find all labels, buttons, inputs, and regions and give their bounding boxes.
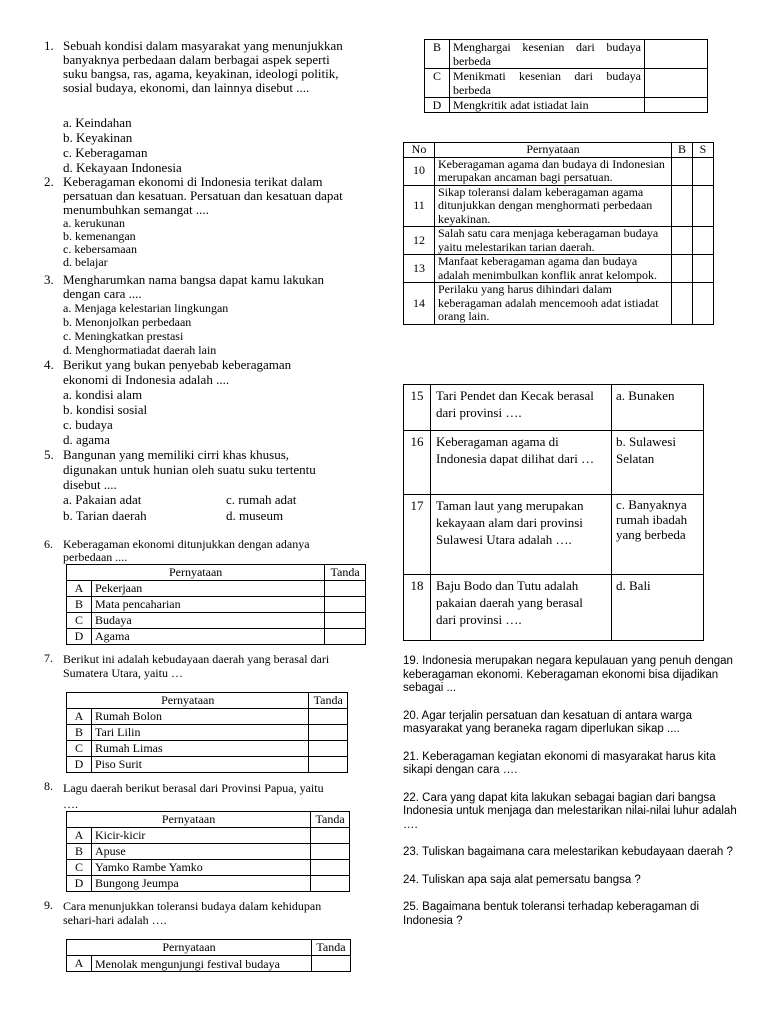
question-number: 3. — [44, 272, 54, 287]
row-text: Keberagaman agama dan budaya di Indonesian merupakan ancaman bagi persatuan. — [435, 157, 672, 185]
row-letter: C — [67, 860, 92, 876]
question-3 — [44, 273, 374, 357]
essay-question-20: 20. Agar terjalin persatuan dan kesatuan di antara warga masyarakat yang beraneka ragam diperlukan sikap .... — [403, 709, 692, 735]
row-letter: B — [67, 597, 92, 613]
table-row — [404, 157, 714, 185]
header-pernyataan: Pernyataan — [435, 143, 672, 158]
table-row — [67, 956, 351, 972]
question-text-line: Sebuah kondisi dalam masyarakat yang menunjukkan — [63, 38, 343, 53]
row-letter: D — [67, 629, 92, 645]
header-tanda: Tanda — [325, 565, 366, 581]
answer-cell[interactable] — [309, 709, 348, 725]
row-option: a. Bunaken — [612, 385, 704, 431]
row-number: 16 — [404, 431, 431, 495]
option: d. Kekayaan Indonesia — [63, 160, 182, 175]
option: d. Menghormatiadat daerah lain — [63, 343, 217, 357]
essay-question-25: 25. Bagaimana bentuk toleransi terhadap keberagaman di Indonesia ? — [403, 901, 700, 927]
option: b. Tarian daerah — [63, 508, 147, 523]
header-pernyataan: Pernyataan — [67, 812, 311, 828]
row-text: Budaya — [92, 613, 325, 629]
table-header — [67, 565, 366, 581]
option: c. budaya — [63, 417, 113, 432]
question-number: 8. — [44, 779, 53, 793]
question-text-line: ekonomi di Indonesia adalah .... — [63, 372, 230, 387]
row-number: 10 — [404, 157, 435, 185]
row-text: Bungong Jeumpa — [92, 876, 311, 892]
question-number: 5. — [44, 447, 54, 462]
question-text-line: digunakan untuk hunian oleh suatu suku tertentu — [63, 462, 316, 477]
row-letter: C — [67, 613, 92, 629]
answer-cell[interactable] — [325, 597, 366, 613]
table-row — [404, 227, 714, 255]
true-false-table — [403, 142, 714, 325]
row-text: Apuse — [92, 844, 311, 860]
question-text-line: Keberagaman ekonomi di Indonesia terikat dalam — [63, 174, 323, 189]
question-2 — [44, 175, 374, 269]
question-text-line: Berikut ini adalah kebudayaan daerah yang berasal dari — [63, 652, 330, 666]
row-letter: A — [67, 956, 92, 972]
option: b. Menonjolkan perbedaan — [63, 315, 192, 329]
table-row — [67, 757, 348, 773]
question-number: 9. — [44, 898, 53, 912]
question-text-line: Berikut yang bukan penyebab keberagaman — [63, 357, 292, 372]
question-5 — [44, 447, 374, 524]
question-6-table — [66, 564, 366, 645]
header-tanda: Tanda — [309, 693, 348, 709]
table-row — [67, 629, 366, 645]
row-letter: B — [425, 40, 450, 69]
answer-b-cell[interactable] — [672, 157, 693, 185]
table-row — [67, 581, 366, 597]
answer-cell[interactable] — [325, 613, 366, 629]
question-text-line: banyaknya perbedaan dalam berbagai aspek seperti — [63, 52, 330, 67]
essay-question-22: 22. Cara yang dapat kita lakukan sebagai bagian dari bangsa Indonesia untuk menjaga dan melestarikan nilai-nilai luhur adalah …. — [403, 791, 737, 831]
table-row — [425, 69, 708, 98]
question-text-line: perbedaan .... — [63, 550, 128, 564]
header-tanda: Tanda — [311, 812, 350, 828]
question-8-table — [66, 811, 350, 892]
question-text-line: menumbuhkan semangat .... — [63, 202, 209, 217]
question-text-line: sehari-hari adalah …. — [63, 913, 167, 927]
option: d. belajar — [63, 255, 108, 269]
table-row — [404, 495, 704, 575]
answer-cell[interactable] — [645, 69, 708, 98]
table-row — [404, 431, 704, 495]
table-row — [404, 575, 704, 641]
question-text-line: disebut .... — [63, 477, 117, 492]
row-letter: B — [67, 725, 92, 741]
question-text-line: Cara menunjukkan toleransi budaya dalam kehidupan — [63, 899, 322, 913]
question-1-options — [63, 115, 182, 175]
question-text-line: Keberagaman ekonomi ditunjukkan dengan adanya — [63, 537, 310, 551]
answer-cell[interactable] — [312, 956, 351, 972]
header-pernyataan: Pernyataan — [67, 565, 325, 581]
row-number: 18 — [404, 575, 431, 641]
table-header — [67, 940, 351, 956]
row-text: Manfaat keberagaman agama dan budaya adalah menimbulkan konflik anrat kelompok. — [435, 255, 672, 283]
row-number: 17 — [404, 495, 431, 575]
essay-questions — [403, 655, 737, 928]
row-question: Tari Pendet dan Kecak berasal dari provinsi …. — [431, 385, 612, 431]
table-header — [404, 143, 714, 158]
matching-table — [403, 384, 704, 641]
question-text-line: Sumatera Utara, yaitu … — [63, 666, 183, 680]
table-row — [67, 828, 350, 844]
answer-cell[interactable] — [309, 725, 348, 741]
question-number: 2. — [44, 174, 54, 189]
question-text-line: suku bangsa, ras, agama, keyakinan, ideologi politik, — [63, 66, 339, 81]
option: c. rumah adat — [226, 492, 297, 507]
row-text: Menghargai kesenian dari budaya berbeda — [450, 40, 645, 69]
row-text: Menikmati kesenian dari budaya berbeda — [450, 69, 645, 98]
option: c. Keberagaman — [63, 145, 148, 160]
table-row — [67, 844, 350, 860]
answer-s-cell[interactable] — [693, 157, 714, 185]
option: b. Keyakinan — [63, 130, 133, 145]
header-b: B — [672, 143, 693, 158]
answer-b-cell[interactable] — [672, 227, 693, 255]
question-1 — [44, 39, 374, 95]
option: a. kondisi alam — [63, 387, 143, 402]
row-letter: D — [67, 757, 92, 773]
answer-cell[interactable] — [325, 629, 366, 645]
row-text: Perilaku yang harus dihindari dalam keberagaman adalah mencemooh adat istiadat orang lain. — [435, 283, 672, 325]
row-letter: A — [67, 828, 92, 844]
question-7 — [44, 652, 374, 680]
answer-b-cell[interactable] — [672, 185, 693, 227]
table-row — [67, 876, 350, 892]
answer-cell[interactable] — [645, 40, 708, 69]
question-text-line: …. — [63, 797, 78, 811]
row-text: Salah satu cara menjaga keberagaman budaya yaitu melestarikan tarian daerah. — [435, 227, 672, 255]
question-text-line: Mengharumkan nama bangsa dapat kamu lakukan — [63, 272, 324, 287]
row-option: d. Bali — [612, 575, 704, 641]
row-number: 11 — [404, 185, 435, 227]
option: a. Pakaian adat — [63, 492, 142, 507]
row-letter: D — [425, 98, 450, 113]
essay-question-21: 21. Keberagaman kegiatan ekonomi di masyarakat harus kita sikapi dengan cara …. — [403, 750, 716, 776]
question-number: 6. — [44, 537, 53, 551]
row-text: Menolak mengunjungi festival budaya — [92, 956, 312, 972]
header-pernyataan: Pernyataan — [67, 940, 312, 956]
answer-cell[interactable] — [325, 581, 366, 597]
answer-s-cell[interactable] — [693, 255, 714, 283]
row-question: Taman laut yang merupakan kekayaan alam dari provinsi Sulawesi Utara adalah …. — [431, 495, 612, 575]
row-letter: B — [67, 844, 92, 860]
row-number: 13 — [404, 255, 435, 283]
answer-s-cell[interactable] — [693, 283, 714, 325]
question-number: 7. — [44, 651, 53, 665]
question-4 — [44, 357, 374, 447]
table-row — [404, 385, 704, 431]
option: c. Meningkatkan prestasi — [63, 329, 184, 343]
option: a. Keindahan — [63, 115, 132, 130]
table-header — [67, 812, 350, 828]
table-row — [425, 98, 708, 113]
table-row — [67, 709, 348, 725]
answer-s-cell[interactable] — [693, 227, 714, 255]
table-row — [67, 860, 350, 876]
row-text: Piso Surit — [92, 757, 309, 773]
row-text: Sikap toleransi dalam keberagaman agama ditunjukkan dengan menghormati perbedaan keyakinan. — [435, 185, 672, 227]
answer-cell[interactable] — [311, 828, 350, 844]
row-letter: D — [67, 876, 92, 892]
table-row — [425, 40, 708, 69]
row-question: Baju Bodo dan Tutu adalah pakaian daerah yang berasal dari provinsi …. — [431, 575, 612, 641]
answer-cell[interactable] — [645, 98, 708, 113]
question-number: 4. — [44, 357, 54, 372]
option: d. museum — [226, 508, 284, 523]
answer-cell[interactable] — [311, 844, 350, 860]
option: b. kemenangan — [63, 229, 136, 243]
answer-cell[interactable] — [309, 757, 348, 773]
header-pernyataan: Pernyataan — [67, 693, 309, 709]
table-row — [404, 185, 714, 227]
question-6 — [44, 538, 374, 564]
row-option: b. Sulawesi Selatan — [612, 431, 704, 495]
question-7-table — [66, 692, 348, 773]
question-text-line: dengan cara .... — [63, 286, 142, 301]
option: d. agama — [63, 432, 110, 447]
table-row — [67, 741, 348, 757]
question-text-line: Lagu daerah berikut berasal dari Provinsi Papua, yaitu — [63, 781, 324, 795]
row-letter: A — [67, 581, 92, 597]
table-row — [67, 725, 348, 741]
row-number: 12 — [404, 227, 435, 255]
row-text: Yamko Rambe Yamko — [92, 860, 311, 876]
essay-question-24: 24. Tuliskan apa saja alat pemersatu bangsa ? — [403, 873, 641, 886]
header-tanda: Tanda — [312, 940, 351, 956]
answer-s-cell[interactable] — [693, 185, 714, 227]
answer-b-cell[interactable] — [672, 255, 693, 283]
row-text: Kicir-kicir — [92, 828, 311, 844]
answer-b-cell[interactable] — [672, 283, 693, 325]
option: b. kondisi sosial — [63, 402, 148, 417]
option: c. kebersamaan — [63, 242, 137, 256]
header-s: S — [693, 143, 714, 158]
question-text-line: persatuan dan kesatuan. Persatuan dan kesatuan dapat — [63, 188, 343, 203]
row-text: Rumah Limas — [92, 741, 309, 757]
answer-cell[interactable] — [309, 741, 348, 757]
question-9 — [44, 899, 374, 927]
row-text: Agama — [92, 629, 325, 645]
question-9-continued-table — [424, 39, 708, 113]
question-8 — [44, 780, 374, 812]
essay-question-23: 23. Tuliskan bagaimana cara melestarikan kebudayaan daerah ? — [403, 846, 733, 858]
answer-cell[interactable] — [311, 860, 350, 876]
row-letter: C — [425, 69, 450, 98]
row-letter: C — [67, 741, 92, 757]
row-text: Rumah Bolon — [92, 709, 309, 725]
row-question: Keberagaman agama di Indonesia dapat dilihat dari … — [431, 431, 612, 495]
essay-question-19: 19. Indonesia merupakan negara kepulauan yang penuh dengan keberagaman ekonomi. Keberagaman ekonomi bisa dijadikan sebagai ... — [403, 655, 733, 694]
row-text: Mata pencaharian — [92, 597, 325, 613]
table-header — [67, 693, 348, 709]
question-9-table — [66, 939, 351, 972]
option: a. Menjaga kelestarian lingkungan — [63, 301, 229, 315]
answer-cell[interactable] — [311, 876, 350, 892]
question-text-line: Bangunan yang memiliki cirri khas khusus, — [63, 447, 290, 462]
table-row — [67, 613, 366, 629]
row-letter: A — [67, 709, 92, 725]
row-text: Mengkritik adat istiadat lain — [450, 98, 645, 113]
row-option: c. Banyaknya rumah ibadah yang berbeda — [612, 495, 704, 575]
header-no: No — [404, 143, 435, 158]
row-number: 14 — [404, 283, 435, 325]
table-row — [404, 255, 714, 283]
row-text: Pekerjaan — [92, 581, 325, 597]
question-text-line: sosial budaya, ekonomi, dan lainnya disebut .... — [63, 80, 310, 95]
row-text: Tari Lilin — [92, 725, 309, 741]
row-number: 15 — [404, 385, 431, 431]
table-row — [404, 283, 714, 325]
option: a. kerukunan — [63, 216, 125, 230]
question-number: 1. — [44, 38, 54, 53]
table-row — [67, 597, 366, 613]
